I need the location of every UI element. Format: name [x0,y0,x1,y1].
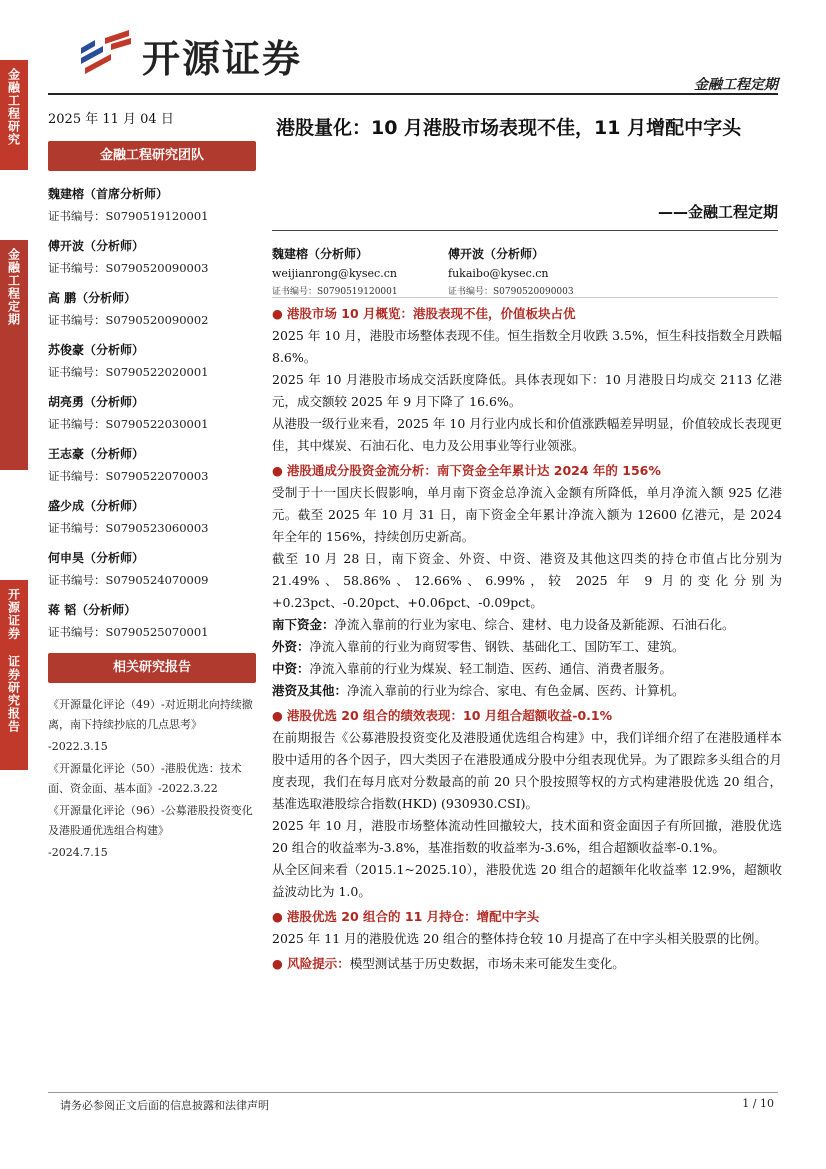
author-cert: 证书编号：S0790520090003 [448,287,574,297]
footer-disclaimer: 请务必参阅正文后面的信息披露和法律声明 [60,1099,269,1112]
paragraph: 截至 10 月 28 日，南下资金、外资、中资、港资及其他这四类的持仓市值占比分别为 21.49%、58.86%、12.66%、6.99%，较 2025 年 9 月的变化分别为+0.23pct、-0.20pct、+0.06pct、-0.09pct。 [272,551,782,610]
team-title: 金融工程研究团队 [48,141,256,171]
report-type-tag: 金融工程定期 [694,77,778,93]
analyst-cert: 证书编号：S0790522030001 [48,417,209,431]
bullet-icon: ● [272,708,283,723]
paragraph: 2025 年 10 月，港股市场整体流动性回撤较大，技术面和资金面因子有所回撤，港股优选 20 组合的收益率为-3.8%，基准指数的收益率为-3.6%，组合超额收益率-0.1%。 [272,818,782,855]
author-email[interactable]: weijianrong@kysec.cn [272,267,397,280]
paragraph: 从全区间来看（2015.1~2025.10），港股优选 20 组合的超额年化收益率 12.9%，超额收益波动比为 1.0。 [272,862,782,899]
report-date: 2025 年 11 月 04 日 [48,112,174,127]
analyst-name: 蒋 韬（分析师） [48,603,137,617]
author-divider [272,297,778,298]
analyst-name: 傅开波（分析师） [48,239,145,253]
author-cert: 证书编号：S0790519120001 [272,287,398,297]
paragraph: 受制于十一国庆长假影响，单月南下资金总净流入金额有所降低，单月净流入额 925 亿港元。截至 2025 年 10 月 31 日，南下资金全年累计净流入额为 12600 亿港元，是 2024 年全年的 156%，持续创历史新高。 [272,485,782,544]
analyst-card [48,443,256,487]
section-heading: ● 港股通成分股资金流分析：南下资金全年累计达 2024 年的 156% [272,463,661,478]
paragraph: 2025 年 10 月，港股市场整体表现不佳。恒生指数全月收跌 3.5%，恒生科技指数全月跌幅 8.6%。 [272,328,782,365]
analyst-name: 王志豪（分析师） [48,447,145,461]
related-report-date: -2024.7.15 [48,846,108,859]
analyst-cert: 证书编号：S0790519120001 [48,209,209,223]
side-strip-research: 金融工程研究 [0,60,28,170]
side-strip-brand: 开源证券 证券研究报告 [0,580,28,770]
left-column [48,108,256,865]
analyst-card [48,183,256,227]
flow-item: 中资：净流入靠前的行业为煤炭、轻工制造、医药、通信、消费者服务。 [272,661,673,676]
bullet-icon: ● [272,306,283,321]
analyst-name: 苏俊豪（分析师） [48,343,145,357]
section-heading: ● 港股优选 20 组合的绩效表现：10 月组合超额收益-0.1% [272,708,613,723]
author-email[interactable]: fukaibo@kysec.cn [448,267,549,280]
related-report-date: -2022.3.15 [48,740,108,753]
page-number: 1 / 10 [742,1097,774,1110]
analyst-card [48,235,256,279]
section-heading: ● 港股市场 10 月概览：港股表现不佳，价值板块占优 [272,306,576,321]
bullet-icon: ● [272,909,283,924]
related-report-link[interactable]: 《开源量化评论（50）-港股优选：技术面、资金面、基本面》-2022.3.22 [48,762,242,795]
risk-note: ● 风险提示：模型测试基于历史数据，市场未来可能发生变化。 [272,956,625,971]
related-reports-title: 相关研究报告 [48,653,256,683]
side-strip-periodic: 金融工程定期 [0,240,28,470]
analyst-cert: 证书编号：S0790522070003 [48,469,209,483]
footer-divider [48,1092,778,1093]
analyst-card [48,599,256,643]
byline-divider [272,230,778,231]
report-body [272,300,782,975]
header-divider [48,93,778,95]
analyst-name: 魏建榕（首席分析师） [48,187,169,201]
bullet-icon: ● [272,463,283,478]
analyst-name: 何申昊（分析师） [48,551,145,565]
related-report-link[interactable]: 《开源量化评论（96）-公募港股投资变化及港股通优选组合构建》 [48,804,253,837]
flow-item: 港资及其他：净流入靠前的行业为综合、家电、有色金属、医药、计算机。 [272,683,685,698]
logo-icon [75,30,135,78]
flow-item: 外资：净流入靠前的行业为商贸零售、钢铁、基础化工、国防军工、建筑。 [272,639,685,654]
bullet-icon: ● [272,956,288,971]
paragraph: 从港股一级行业来看，2025 年 10 月行业内成长和价值涨跌幅差异明显，价值较成长表现更佳，其中煤炭、石油石化、电力及公用事业等行业领涨。 [272,416,782,453]
report-subtitle: ——金融工程定期 [657,203,778,221]
author-card [272,244,452,300]
analyst-cert: 证书编号：S0790520090002 [48,313,209,327]
author-name: 魏建榕（分析师） [272,247,369,261]
analyst-card [48,339,256,383]
analyst-card [48,495,256,539]
flow-item: 南下资金：净流入靠前的行业为家电、综合、建材、电力设备及新能源、石油石化。 [272,617,735,632]
analyst-card [48,391,256,435]
analyst-cert: 证书编号：S0790525070001 [48,625,209,639]
brand-name: 开源证券 [142,37,303,81]
paragraph: 在前期报告《公募港股投资变化及港股通优选组合构建》中，我们详细介绍了在港股通样本股中适用的各个因子，四大类因子在港股通成分股中分组表现优异。为了跟踪多头组合的月度表现，我们在每月底对分数最高的前 20 只个股按照等权的方式构建港股优选 20 组合，基准选取港股综合指数(HKD) (930930.CSI)。 [272,730,782,811]
report-title: 港股量化：10 月港股市场表现不佳，11 月增配中字头 [276,117,742,139]
analyst-card [48,547,256,591]
analyst-cert: 证书编号：S0790524070009 [48,573,209,587]
analyst-cert: 证书编号：S0790523060003 [48,521,209,535]
analyst-card [48,287,256,331]
paragraph: 2025 年 10 月港股市场成交活跃度降低。具体表现如下：10 月港股日均成交 2113 亿港元，成交额较 2025 年 9 月下降了 16.6%。 [272,372,782,409]
analyst-cert: 证书编号：S0790520090003 [48,261,209,275]
analyst-name: 高 鹏（分析师） [48,291,137,305]
section-heading: ● 港股优选 20 组合的 11 月持仓：增配中字头 [272,909,540,924]
paragraph: 2025 年 11 月的港股优选 20 组合的整体持仓较 10 月提高了在中字头相关股票的比例。 [272,931,767,946]
author-name: 傅开波（分析师） [448,247,545,261]
analyst-name: 盛少成（分析师） [48,499,145,513]
analyst-cert: 证书编号：S0790522020001 [48,365,209,379]
related-report-link[interactable]: 《开源量化评论（49）-对近期北向持续撤离，南下持续抄底的几点思考》 [48,698,253,731]
author-card [448,244,628,300]
analyst-name: 胡亮勇（分析师） [48,395,145,409]
